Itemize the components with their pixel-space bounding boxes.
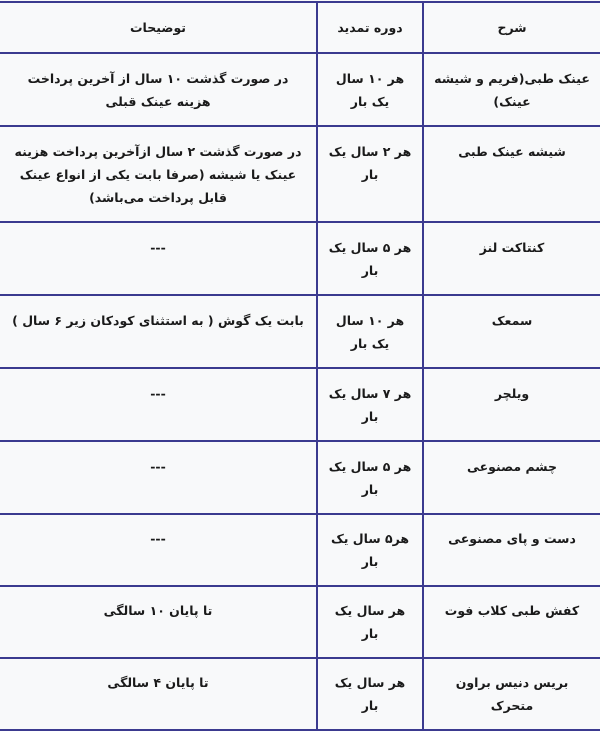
table-row: [0, 126, 600, 222]
renewal-period-table: [0, 1, 600, 731]
cell-notes: ---: [0, 441, 317, 514]
cell-notes: تا پایان ۱۰ سالگی: [0, 586, 317, 658]
cell-renewal-period: هر ۱۰ سال یک بار: [317, 295, 423, 368]
cell-notes: ---: [0, 514, 317, 586]
cell-description: کنتاکت لنز: [423, 222, 600, 295]
cell-description: بریس دنیس براون متحرک: [423, 658, 600, 730]
cell-renewal-period: هر سال یک بار: [317, 586, 423, 658]
cell-description: کفش طبی کلاب فوت: [423, 586, 600, 658]
cell-description: دست و پای مصنوعی: [423, 514, 600, 586]
header-notes: توضیحات: [0, 2, 317, 53]
table-row: [0, 295, 600, 368]
cell-description: شیشه عینک طبی: [423, 126, 600, 222]
table-row: [0, 586, 600, 658]
cell-renewal-period: هر۵ سال یک بار: [317, 514, 423, 586]
table-row: [0, 441, 600, 514]
table-row: [0, 658, 600, 730]
header-description: شرح: [423, 2, 600, 53]
cell-description: ویلچر: [423, 368, 600, 441]
cell-notes: در صورت گذشت ۲ سال ازآخرین پرداخت هزینه عینک یا شیشه (صرفا بابت یکی از انواع عینک قابل پرداخت می‌باشد): [0, 126, 317, 222]
cell-description: چشم مصنوعی: [423, 441, 600, 514]
cell-renewal-period: هر ۲ سال یک بار: [317, 126, 423, 222]
cell-notes: در صورت گذشت ۱۰ سال از آخرین پرداخت هزینه عینک قبلی: [0, 53, 317, 126]
cell-description: سمعک: [423, 295, 600, 368]
table-row: [0, 53, 600, 126]
table-row: [0, 514, 600, 586]
cell-renewal-period: هر ۱۰ سال یک بار: [317, 53, 423, 126]
cell-renewal-period: هر ۵ سال یک بار: [317, 441, 423, 514]
table-row: [0, 368, 600, 441]
table-header-row: [0, 2, 600, 53]
header-renewal-period: دوره تمدید: [317, 2, 423, 53]
cell-renewal-period: هر سال یک بار: [317, 658, 423, 730]
cell-notes: بابت یک گوش ( به استثنای کودکان زیر ۶ سال ): [0, 295, 317, 368]
table-row: [0, 222, 600, 295]
cell-notes: ---: [0, 222, 317, 295]
cell-renewal-period: هر ۵ سال یک بار: [317, 222, 423, 295]
cell-notes: ---: [0, 368, 317, 441]
cell-renewal-period: هر ۷ سال یک بار: [317, 368, 423, 441]
cell-description: عینک طبی(فریم و شیشه عینک): [423, 53, 600, 126]
cell-notes: تا پایان ۴ سالگی: [0, 658, 317, 730]
